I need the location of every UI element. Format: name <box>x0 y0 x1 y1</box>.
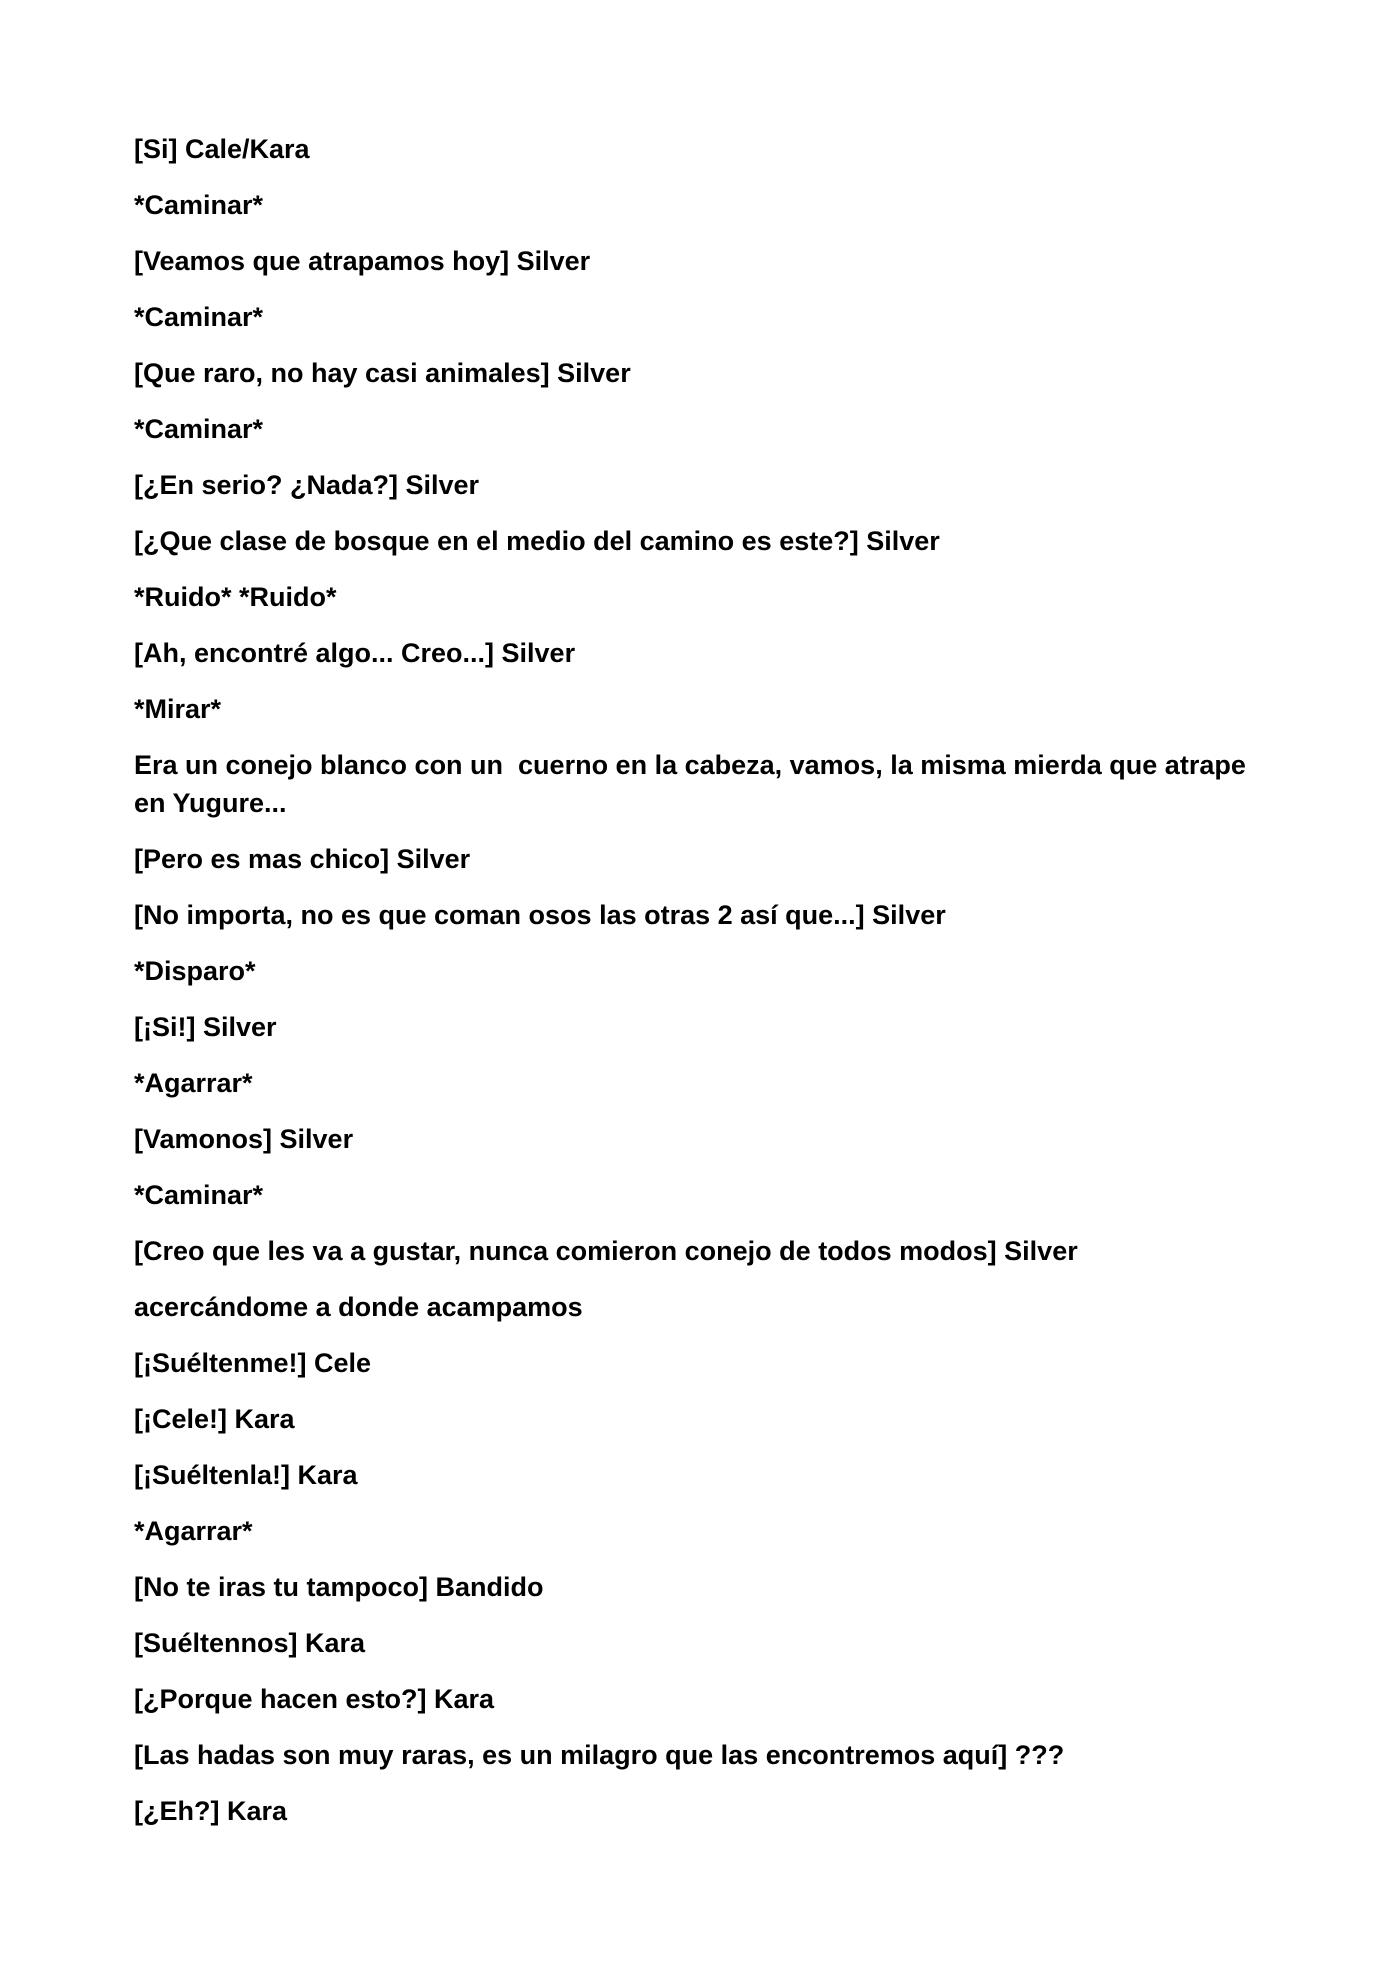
dialogue-line: [Ah, encontré algo... Creo...] Silver <box>134 638 576 668</box>
action-line: *Caminar* <box>134 302 264 332</box>
dialogue-line: [¿Eh?] Kara <box>134 1796 288 1826</box>
action-line: *Ruido* *Ruido* <box>134 582 337 612</box>
dialogue-line: [¡Cele!] Kara <box>134 1404 295 1434</box>
dialogue-line: [¡Si!] Silver <box>134 1012 277 1042</box>
action-line: *Agarrar* <box>134 1516 253 1546</box>
dialogue-line: [Creo que les va a gustar, nunca comieron conejo de todos modos] Silver <box>134 1236 1078 1266</box>
dialogue-line: [Vamonos] Silver <box>134 1124 354 1154</box>
dialogue-line: [¿Que clase de bosque en el medio del camino es este?] Silver <box>134 526 940 556</box>
dialogue-line: [¿Porque hacen esto?] Kara <box>134 1684 495 1714</box>
document-body <box>134 130 1264 1848</box>
action-line: *Disparo* <box>134 956 256 986</box>
dialogue-line: [¡Suéltenla!] Kara <box>134 1460 358 1490</box>
action-line: *Caminar* <box>134 414 264 444</box>
dialogue-line: [Pero es mas chico] Silver <box>134 844 471 874</box>
dialogue-line: [No importa, no es que coman osos las otras 2 así que...] Silver <box>134 900 946 930</box>
dialogue-line: [Suéltennos] Kara <box>134 1628 366 1658</box>
action-line: *Caminar* <box>134 190 264 220</box>
dialogue-line: [Que raro, no hay casi animales] Silver <box>134 358 631 388</box>
action-line: *Caminar* <box>134 1180 264 1210</box>
dialogue-line: [Si] Cale/Kara <box>134 134 310 164</box>
action-line: *Agarrar* <box>134 1068 253 1098</box>
dialogue-line: [¡Suéltenme!] Cele <box>134 1348 372 1378</box>
dialogue-line: [No te iras tu tampoco] Bandido <box>134 1572 544 1602</box>
dialogue-line: [Veamos que atrapamos hoy] Silver <box>134 246 591 276</box>
dialogue-line: [¿En serio? ¿Nada?] Silver <box>134 470 480 500</box>
action-line: *Mirar* <box>134 694 222 724</box>
narration-line: Era un conejo blanco con un cuerno en la cabeza, vamos, la misma mierda que atrape en Yugure... <box>134 750 1254 818</box>
dialogue-line: [Las hadas son muy raras, es un milagro que las encontremos aquí] ??? <box>134 1740 1065 1770</box>
narration-line: acercándome a donde acampamos <box>134 1292 583 1322</box>
